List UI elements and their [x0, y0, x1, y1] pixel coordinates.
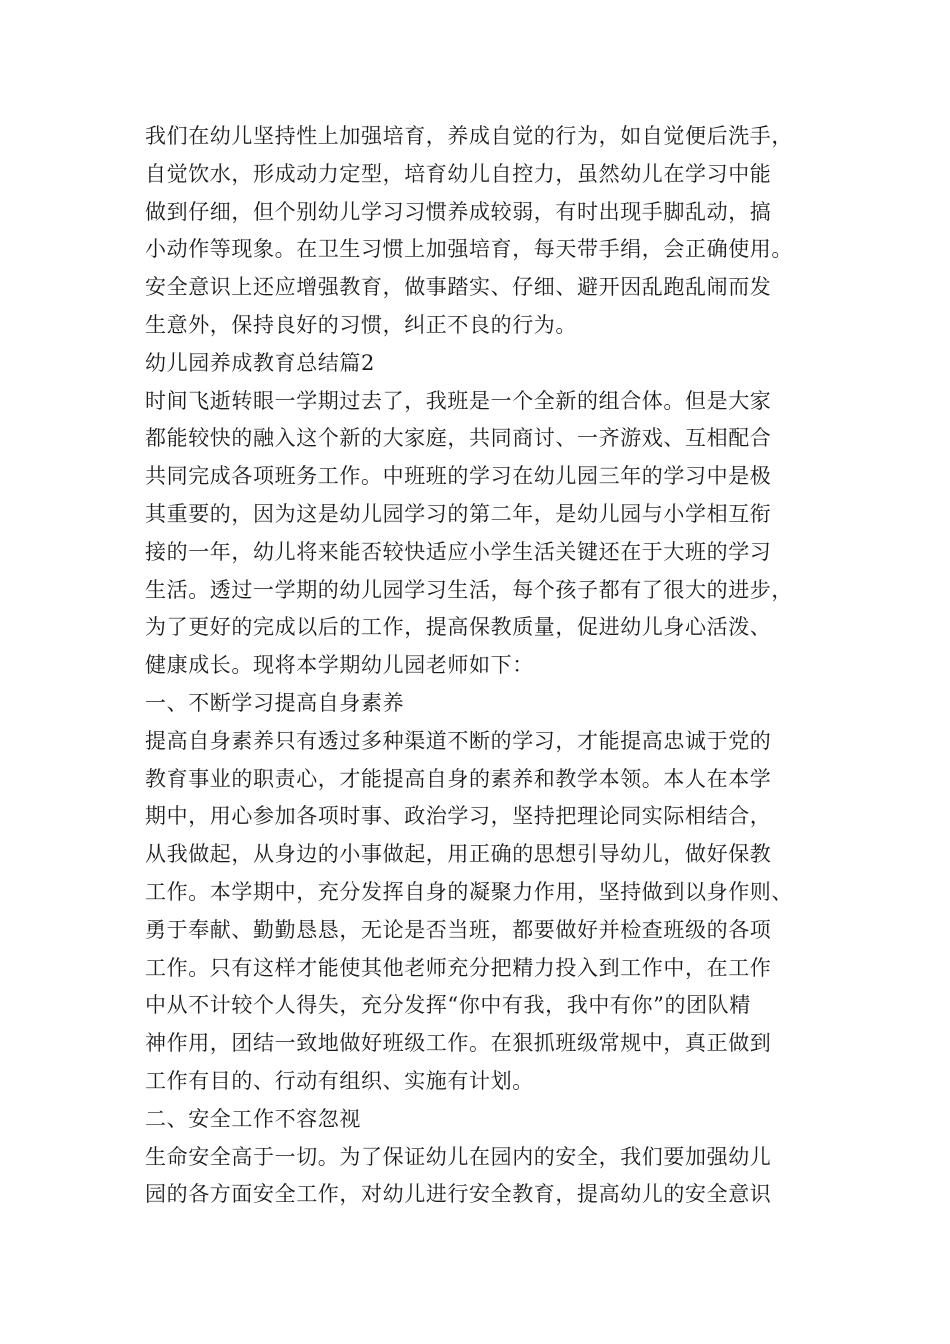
text-line: 生命安全高于一切。为了保证幼儿在园内的安全，我们要加强幼儿	[145, 1144, 772, 1169]
text-line: 其重要的，因为这是幼儿园学习的第二年，是幼儿园与小学相互衔	[145, 501, 772, 526]
text-line: 都能较快的融入这个新的大家庭，共同商讨、一齐游戏、互相配合	[145, 426, 772, 451]
text-line: 提高自身素养只有透过多种渠道不断的学习，才能提高忠诚于党的	[145, 728, 772, 753]
subsection-heading: 二、安全工作不容忽视	[145, 1106, 361, 1131]
text-line: 教育事业的职责心，才能提高自身的素养和教学本领。本人在本学	[145, 766, 772, 791]
text-line: 工作。本学期中，充分发挥自身的凝聚力作用，坚持做到以身作则、	[145, 879, 793, 904]
text-line: 做到仔细，但个别幼儿学习习惯养成较弱，有时出现手脚乱动，搞	[145, 199, 772, 224]
text-line: 时间飞逝转眼一学期过去了，我班是一个全新的组合体。但是大家	[145, 388, 772, 413]
text-line: 生活。透过一学期的幼儿园学习生活，每个孩子都有了很大的进步，	[145, 577, 793, 602]
text-line: 工作。只有这样才能使其他老师充分把精力投入到工作中，在工作	[145, 955, 772, 980]
document-body	[145, 118, 825, 1214]
text-line: 期中，用心参加各项时事、政治学习，坚持把理论同实际相结合，	[145, 804, 772, 829]
text-line: 中从不计较个人得失，充分发挥“你中有我，我中有你”的团队精	[145, 993, 751, 1018]
text-line: 共同完成各项班务工作。中班班的学习在幼儿园三年的学习中是极	[145, 464, 772, 489]
subsection-heading: 一、不断学习提高自身素养	[145, 690, 405, 715]
text-line: 小动作等现象。在卫生习惯上加强培育，每天带手绢，会正确使用。	[145, 237, 793, 262]
text-line: 勇于奉献、勤勤恳恳，无论是否当班，都要做好并检查班级的各项	[145, 917, 772, 942]
section-heading: 幼儿园养成教育总结篇2	[145, 350, 375, 375]
text-line: 生意外，保持良好的习惯，纠正不良的行为。	[145, 312, 577, 337]
text-line: 接的一年，幼儿将来能否较快适应小学生活关键还在于大班的学习	[145, 539, 772, 564]
text-line: 神作用，团结一致地做好班级工作。在狠抓班级常规中，真正做到	[145, 1031, 772, 1056]
text-line: 园的各方面安全工作，对幼儿进行安全教育，提高幼儿的安全意识	[145, 1182, 772, 1207]
text-line: 工作有目的、行动有组织、实施有计划。	[145, 1068, 534, 1093]
text-line: 我们在幼儿坚持性上加强培育，养成自觉的行为，如自觉便后洗手，	[145, 124, 793, 148]
text-line: 健康成长。现将本学期幼儿园老师如下：	[145, 653, 534, 678]
text-line: 从我做起，从身边的小事做起，用正确的思想引导幼儿，做好保教	[145, 842, 772, 867]
text-line: 为了更好的完成以后的工作，提高保教质量，促进幼儿身心活泼、	[145, 615, 772, 640]
text-line: 自觉饮水，形成动力定型，培育幼儿自控力，虽然幼儿在学习中能	[145, 161, 772, 186]
text-line: 安全意识上还应增强教育，做事踏实、仔细、避开因乱跑乱闹而发	[145, 275, 772, 300]
